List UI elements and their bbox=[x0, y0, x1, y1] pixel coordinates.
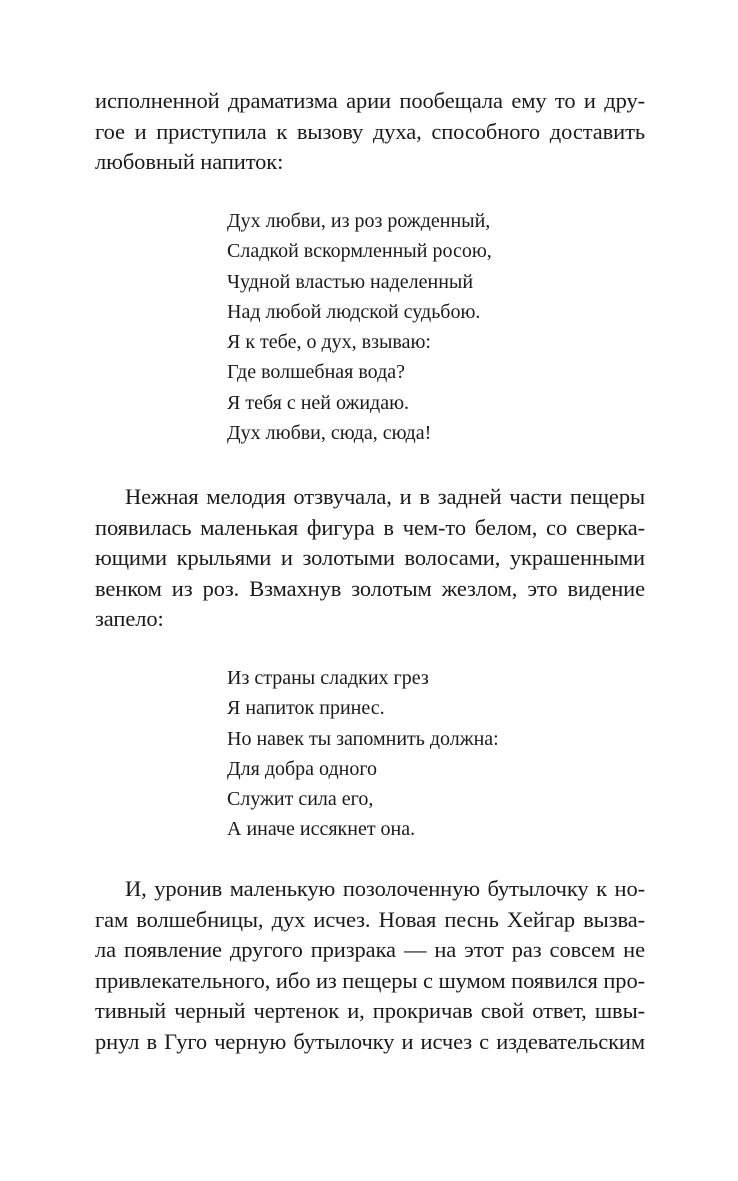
paragraph-line: исполненной драматизма арии пообещала ему то и дру- bbox=[95, 88, 645, 113]
paragraph-line: гам волшебницы, дух исчез. Новая песнь Хейгар вызва- bbox=[95, 906, 645, 932]
paragraph-line: привлекательного, ибо из пещеры с шумом появился про- bbox=[95, 967, 645, 993]
paragraph-line: любовный напиток: bbox=[95, 149, 284, 174]
verse-line: Я к тебе, о дух, взываю: bbox=[227, 331, 431, 354]
paragraph-line: появилась маленькая фигура в чем-то белом, со сверка- bbox=[95, 514, 645, 540]
verse-line: Но навек ты запомнить должна: bbox=[227, 727, 499, 750]
paragraph-2 bbox=[95, 482, 645, 635]
paragraph-line: И, уронив маленькую позолоченную бутылочку к но- bbox=[125, 876, 645, 901]
paragraph-line: ла появление другого призрака — на этот раз совсем не bbox=[95, 937, 645, 962]
paragraph-1 bbox=[95, 86, 645, 178]
paragraph-line: ющими крыльями и золотыми волосами, украшенными bbox=[95, 545, 645, 570]
verse-line: Служит сила его, bbox=[227, 788, 374, 811]
verse-line: Я тебя с ней ожидаю. bbox=[227, 391, 410, 414]
paragraph-line: венком из роз. Взмахнув золотым жезлом, это видение bbox=[95, 575, 645, 601]
verse-line: Дух любви, из роз рожденный, bbox=[227, 210, 491, 232]
verse-line: Для добра одного bbox=[227, 757, 378, 780]
verse-line: Где волшебная вода? bbox=[227, 361, 406, 384]
paragraph-3 bbox=[95, 874, 645, 1057]
verse-line: Из страны сладких грез bbox=[227, 667, 429, 689]
paragraph-line: тивный черный чертенок и, прокричав свой ответ, швы- bbox=[95, 998, 645, 1023]
paragraph-line: гое и приступила к вызову духа, способного доставить bbox=[95, 118, 645, 144]
paragraph-line: Нежная мелодия отзвучала, и в задней части пещеры bbox=[125, 484, 645, 509]
verse-line: А иначе иссякнет она. bbox=[227, 818, 416, 841]
paragraph-line: рнул в Гуго черную бутылочку и исчез с издевательским bbox=[95, 1028, 645, 1054]
verse-2 bbox=[227, 663, 587, 845]
verse-1 bbox=[227, 206, 587, 448]
verse-line: Чудной властью наделенный bbox=[227, 270, 474, 293]
verse-line: Над любой людской судьбою. bbox=[227, 300, 481, 323]
verse-line: Я напиток принес. bbox=[227, 697, 385, 720]
verse-line: Сладкой вскормленный росою, bbox=[227, 240, 492, 263]
paragraph-line: запело: bbox=[95, 606, 164, 631]
verse-line: Дух любви, сюда, сюда! bbox=[227, 422, 432, 445]
